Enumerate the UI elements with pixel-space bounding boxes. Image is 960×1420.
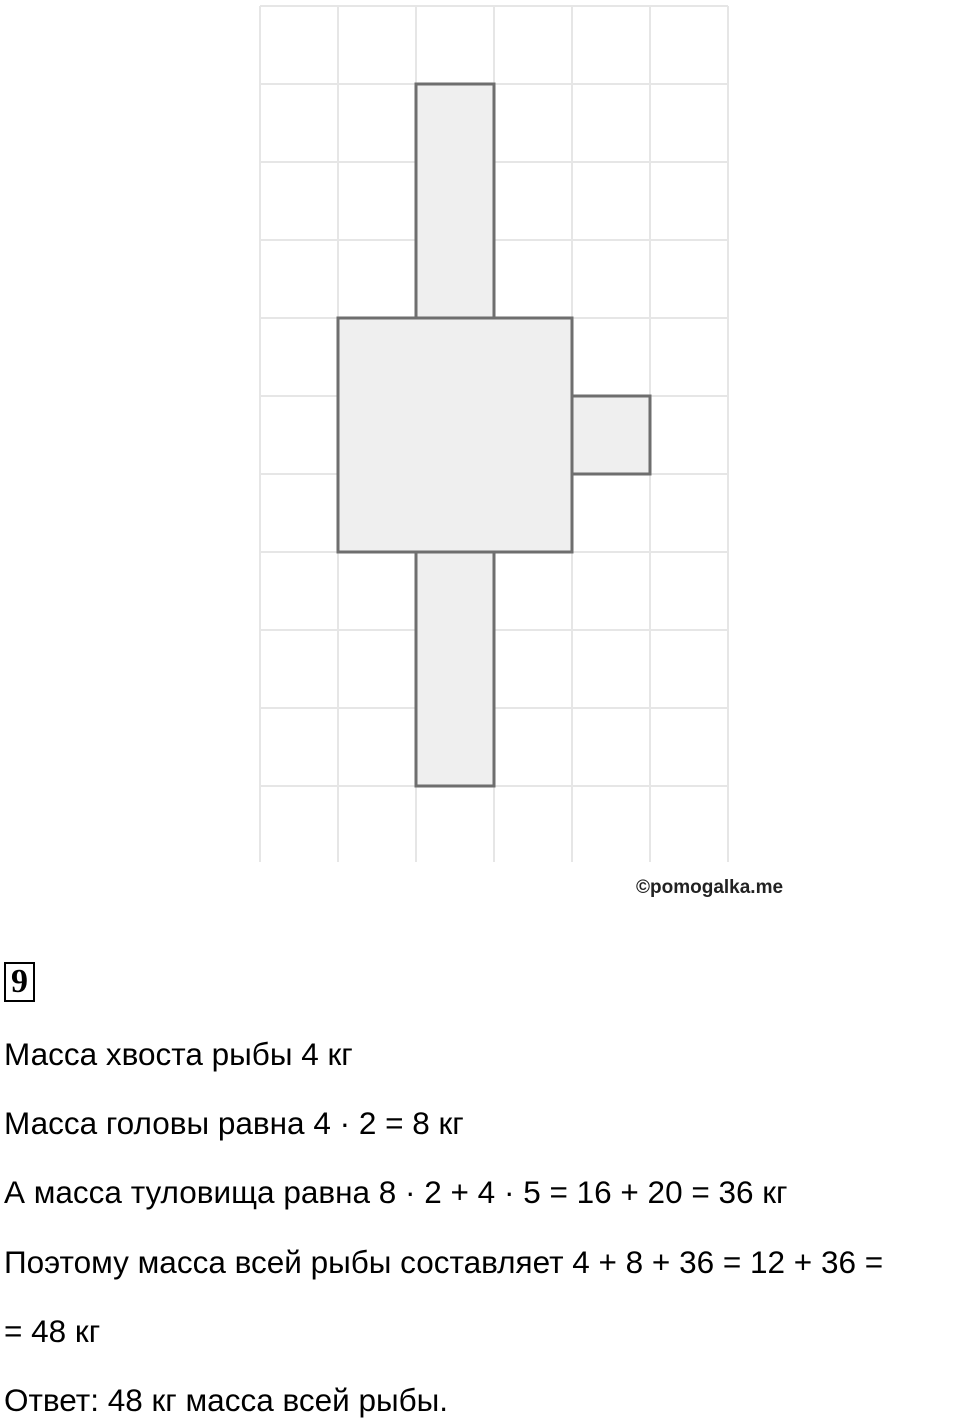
answer-line: Ответ: 48 кг масса всей рыбы. [4,1382,449,1418]
solution-line-1: Масса хвоста рыбы 4 кг [4,1036,353,1072]
fish-body [338,318,572,552]
watermark: ©pomogalka.me [636,877,784,898]
solution-line-5: = 48 кг [4,1313,101,1349]
solution-line-3: А масса туловища равна 8 · 2 + 4 · 5 = 16 + 20 = 36 кг [4,1174,788,1210]
fish-bottom-fin [416,552,494,786]
fish-shapes [338,84,650,786]
solution-line-4: Поэтому масса всей рыбы составляет 4 + 8 + 36 = 12 + 36 = [4,1244,884,1280]
fish-top-fin [416,84,494,318]
solution-line-2: Масса головы равна 4 · 2 = 8 кг [4,1105,464,1141]
fish-side-fin [572,396,650,474]
task-number: 9 [4,962,35,1002]
